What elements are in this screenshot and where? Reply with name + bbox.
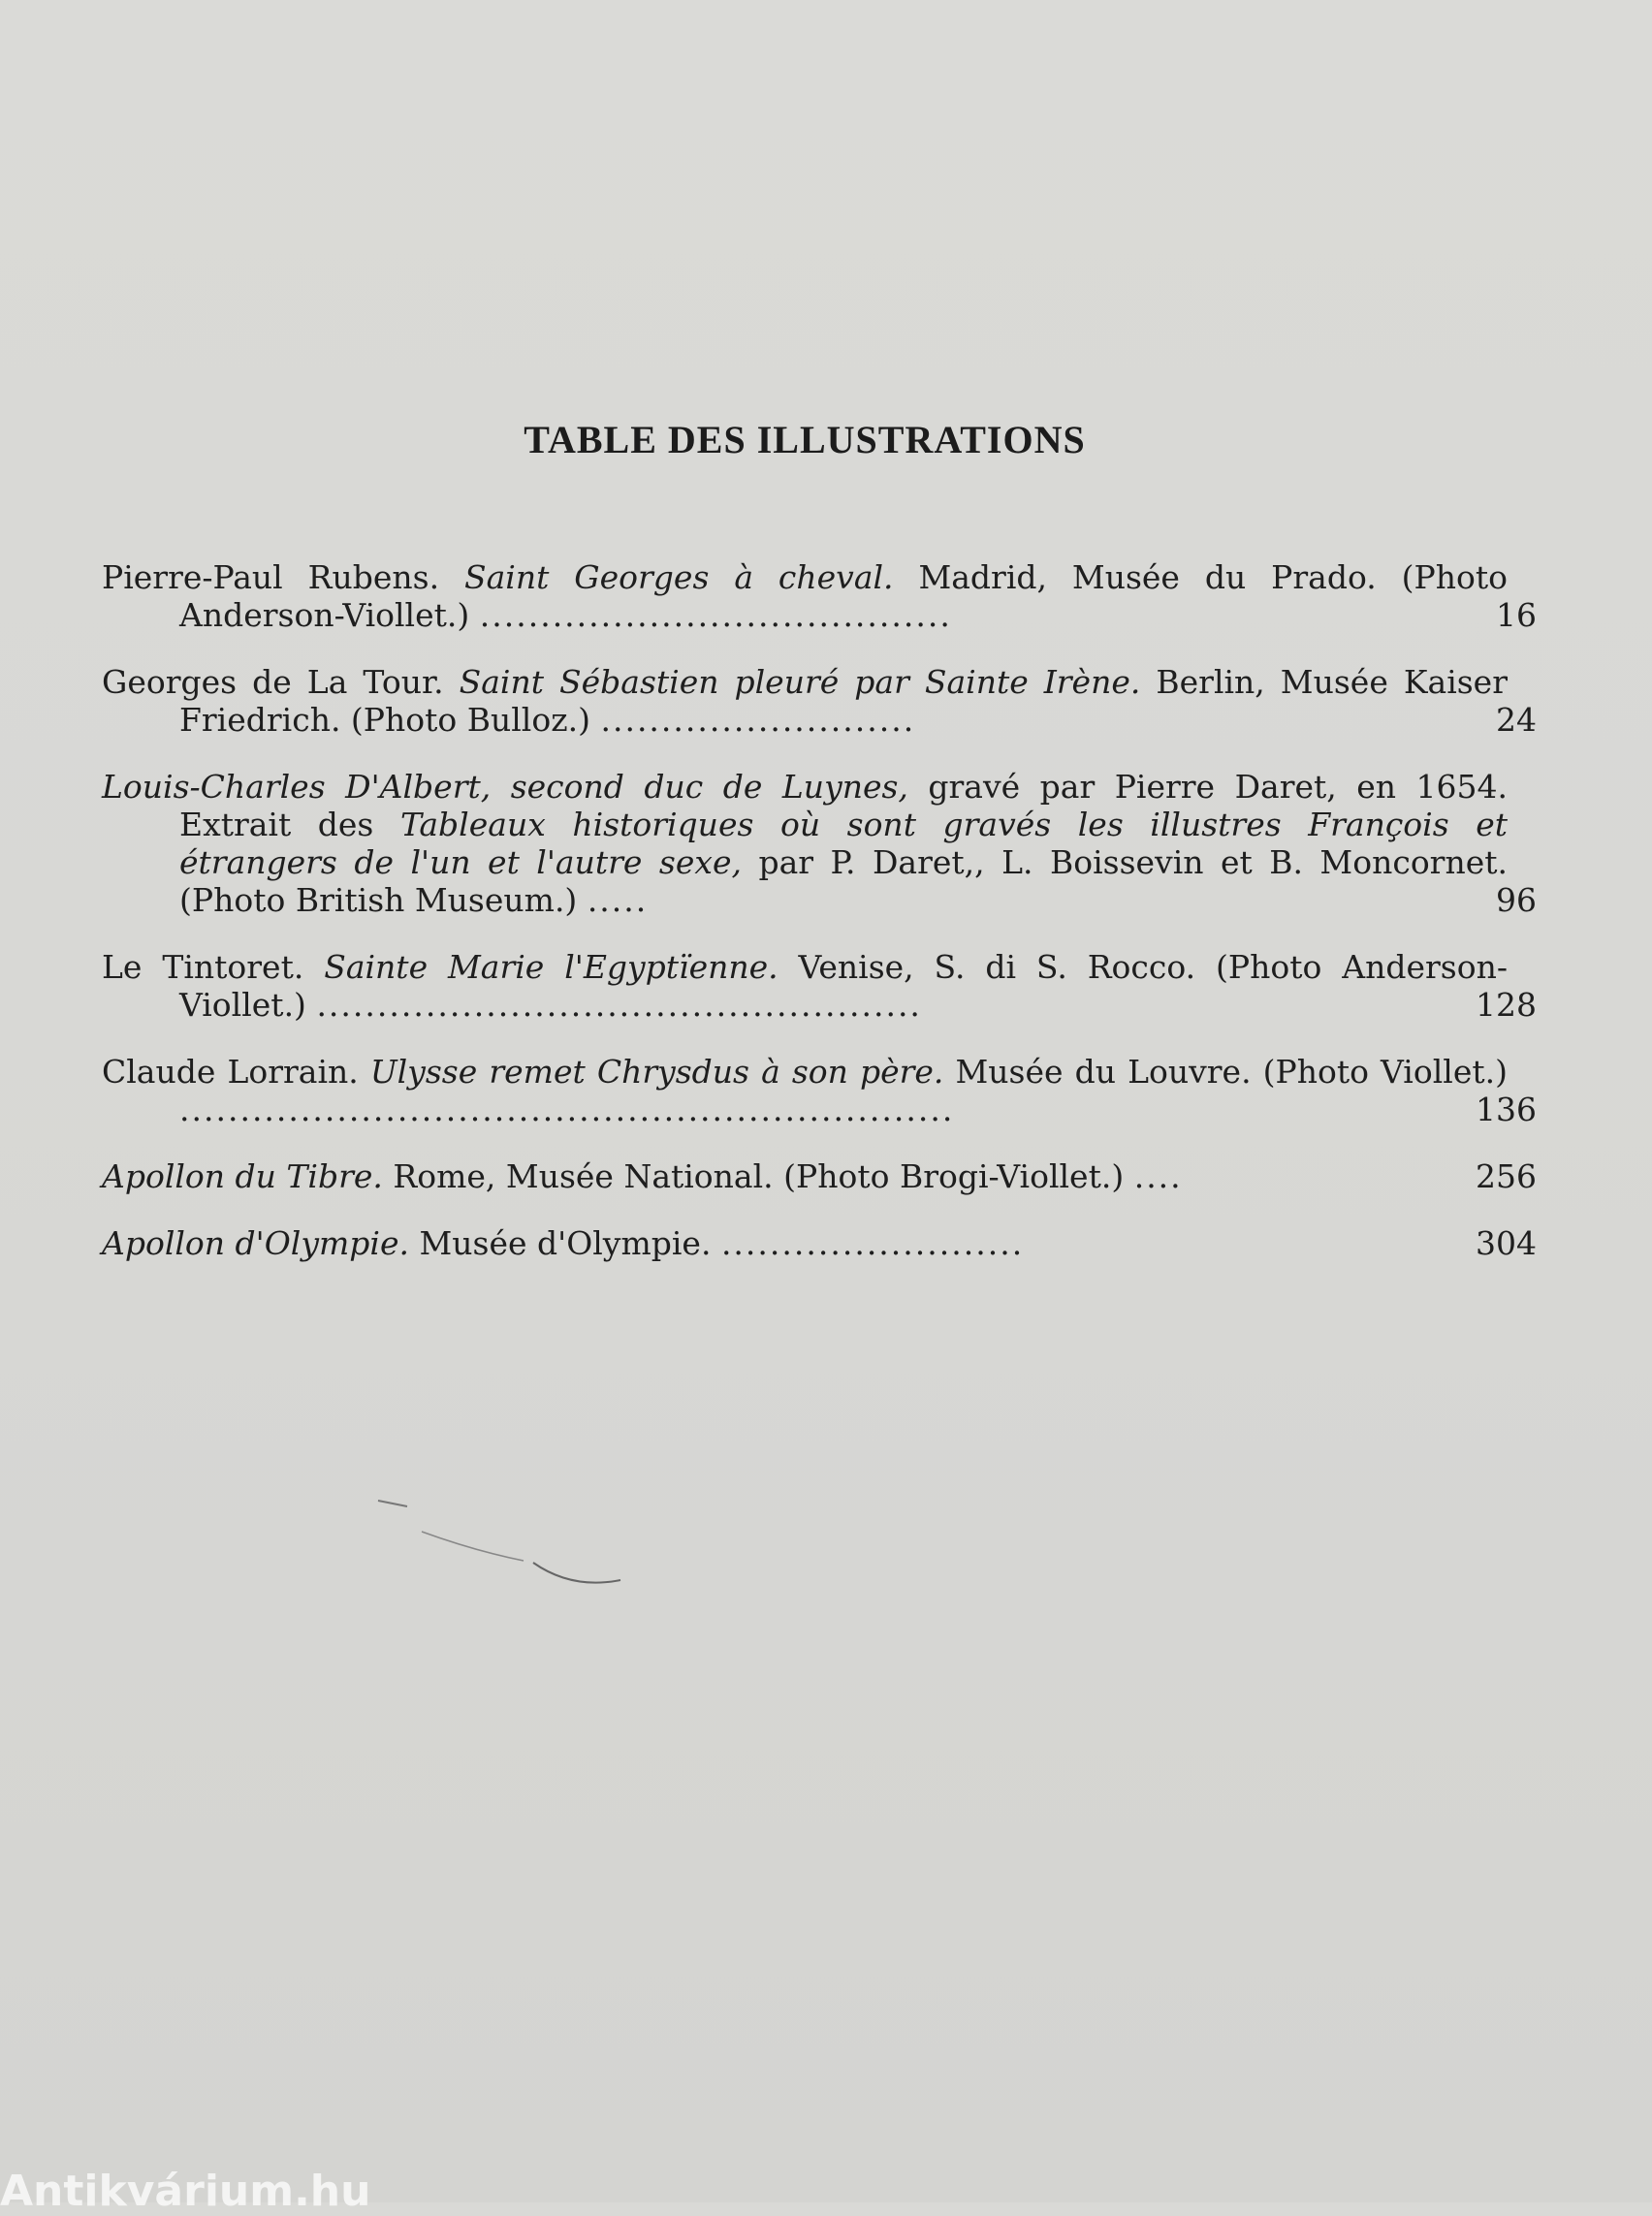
entry-text: Musée du Louvre. (Photo Viollet.) [943, 1053, 1508, 1091]
entry-title-italic: Saint Sébastien pleuré par Sainte Irène. [459, 663, 1141, 701]
entry-title-italic: Ulysse remet Chrysdus à son père. [369, 1053, 944, 1091]
watermark-logo: Antikvárium.hu [0, 2167, 371, 2216]
entry-text: Claude Lorrain. [102, 1053, 370, 1091]
dot-leader: .... [1133, 1157, 1183, 1195]
entry-text: Venise, S. di S. Rocco. (Photo Anderson-Viollet.) [179, 948, 1508, 1024]
entry-title-italic: Tableaux historiques où sont gravés les illustres François et étrangers de l'un et l'autre sexe, [179, 806, 1508, 881]
entry-caption [102, 1224, 1508, 1262]
entry-caption [102, 1157, 1508, 1195]
illustration-entry [102, 663, 1537, 739]
page-number: 24 [1496, 701, 1537, 739]
entry-text: Musée d'Olympie. [408, 1224, 721, 1262]
ink-smudge [368, 1493, 640, 1599]
entry-title-italic: Sainte Marie l'Egyptïenne. [324, 948, 778, 986]
entry-title-italic: Saint Georges à cheval. [464, 558, 894, 596]
entry-text: Georges de La Tour. [102, 663, 460, 701]
entry-text: Pierre-Paul Rubens. [102, 558, 464, 596]
illustration-entry [102, 1224, 1537, 1262]
illustration-entry [102, 558, 1537, 634]
page-number: 16 [1496, 596, 1537, 634]
entry-title-italic: Apollon du Tibre. [102, 1157, 383, 1195]
entry-text: Madrid, Musée du Prado. (Photo Anderson-Viollet.) [179, 558, 1508, 634]
dot-leader: .......................... [600, 701, 916, 739]
dot-leader: ......................... [720, 1224, 1025, 1262]
illustration-entry [102, 1157, 1537, 1195]
illustrations-list [102, 558, 1537, 1291]
dot-leader: ................................................................ [179, 1091, 955, 1128]
entry-text: Le Tintoret. [102, 948, 325, 986]
entry-text: par P. Daret,, L. Boissevin et B. Moncornet. (Photo British Museum.) [179, 843, 1508, 919]
entry-caption [102, 1053, 1508, 1128]
page-title: TABLE DES ILLUSTRATIONS [524, 418, 1086, 461]
dot-leader: ....................................... [479, 596, 952, 634]
entry-caption [102, 663, 1508, 739]
dot-leader: ..... [587, 881, 649, 919]
entry-caption [102, 948, 1508, 1024]
illustration-entry [102, 768, 1537, 919]
page-number: 256 [1476, 1157, 1537, 1195]
entry-text: Rome, Musée National. (Photo Brogi-Viollet.) [382, 1157, 1134, 1195]
page-number: 128 [1476, 986, 1537, 1024]
illustration-entry [102, 1053, 1537, 1128]
entry-caption [102, 558, 1508, 634]
illustration-entry [102, 948, 1537, 1024]
page-number: 96 [1496, 881, 1537, 919]
entry-caption [102, 768, 1508, 919]
entry-title-italic: Apollon d'Olympie. [102, 1224, 409, 1262]
entry-title-italic: Louis-Charles D'Albert, second duc de Luynes, [102, 768, 908, 806]
dot-leader: .................................................. [316, 986, 922, 1024]
entry-text: gravé par Pierre Daret, en 1654. Extrait des [179, 768, 1508, 843]
page-number: 136 [1476, 1091, 1537, 1128]
entry-text: Berlin, Musée Kaiser Friedrich. (Photo Bulloz.) [179, 663, 1508, 739]
page-number: 304 [1476, 1224, 1537, 1262]
